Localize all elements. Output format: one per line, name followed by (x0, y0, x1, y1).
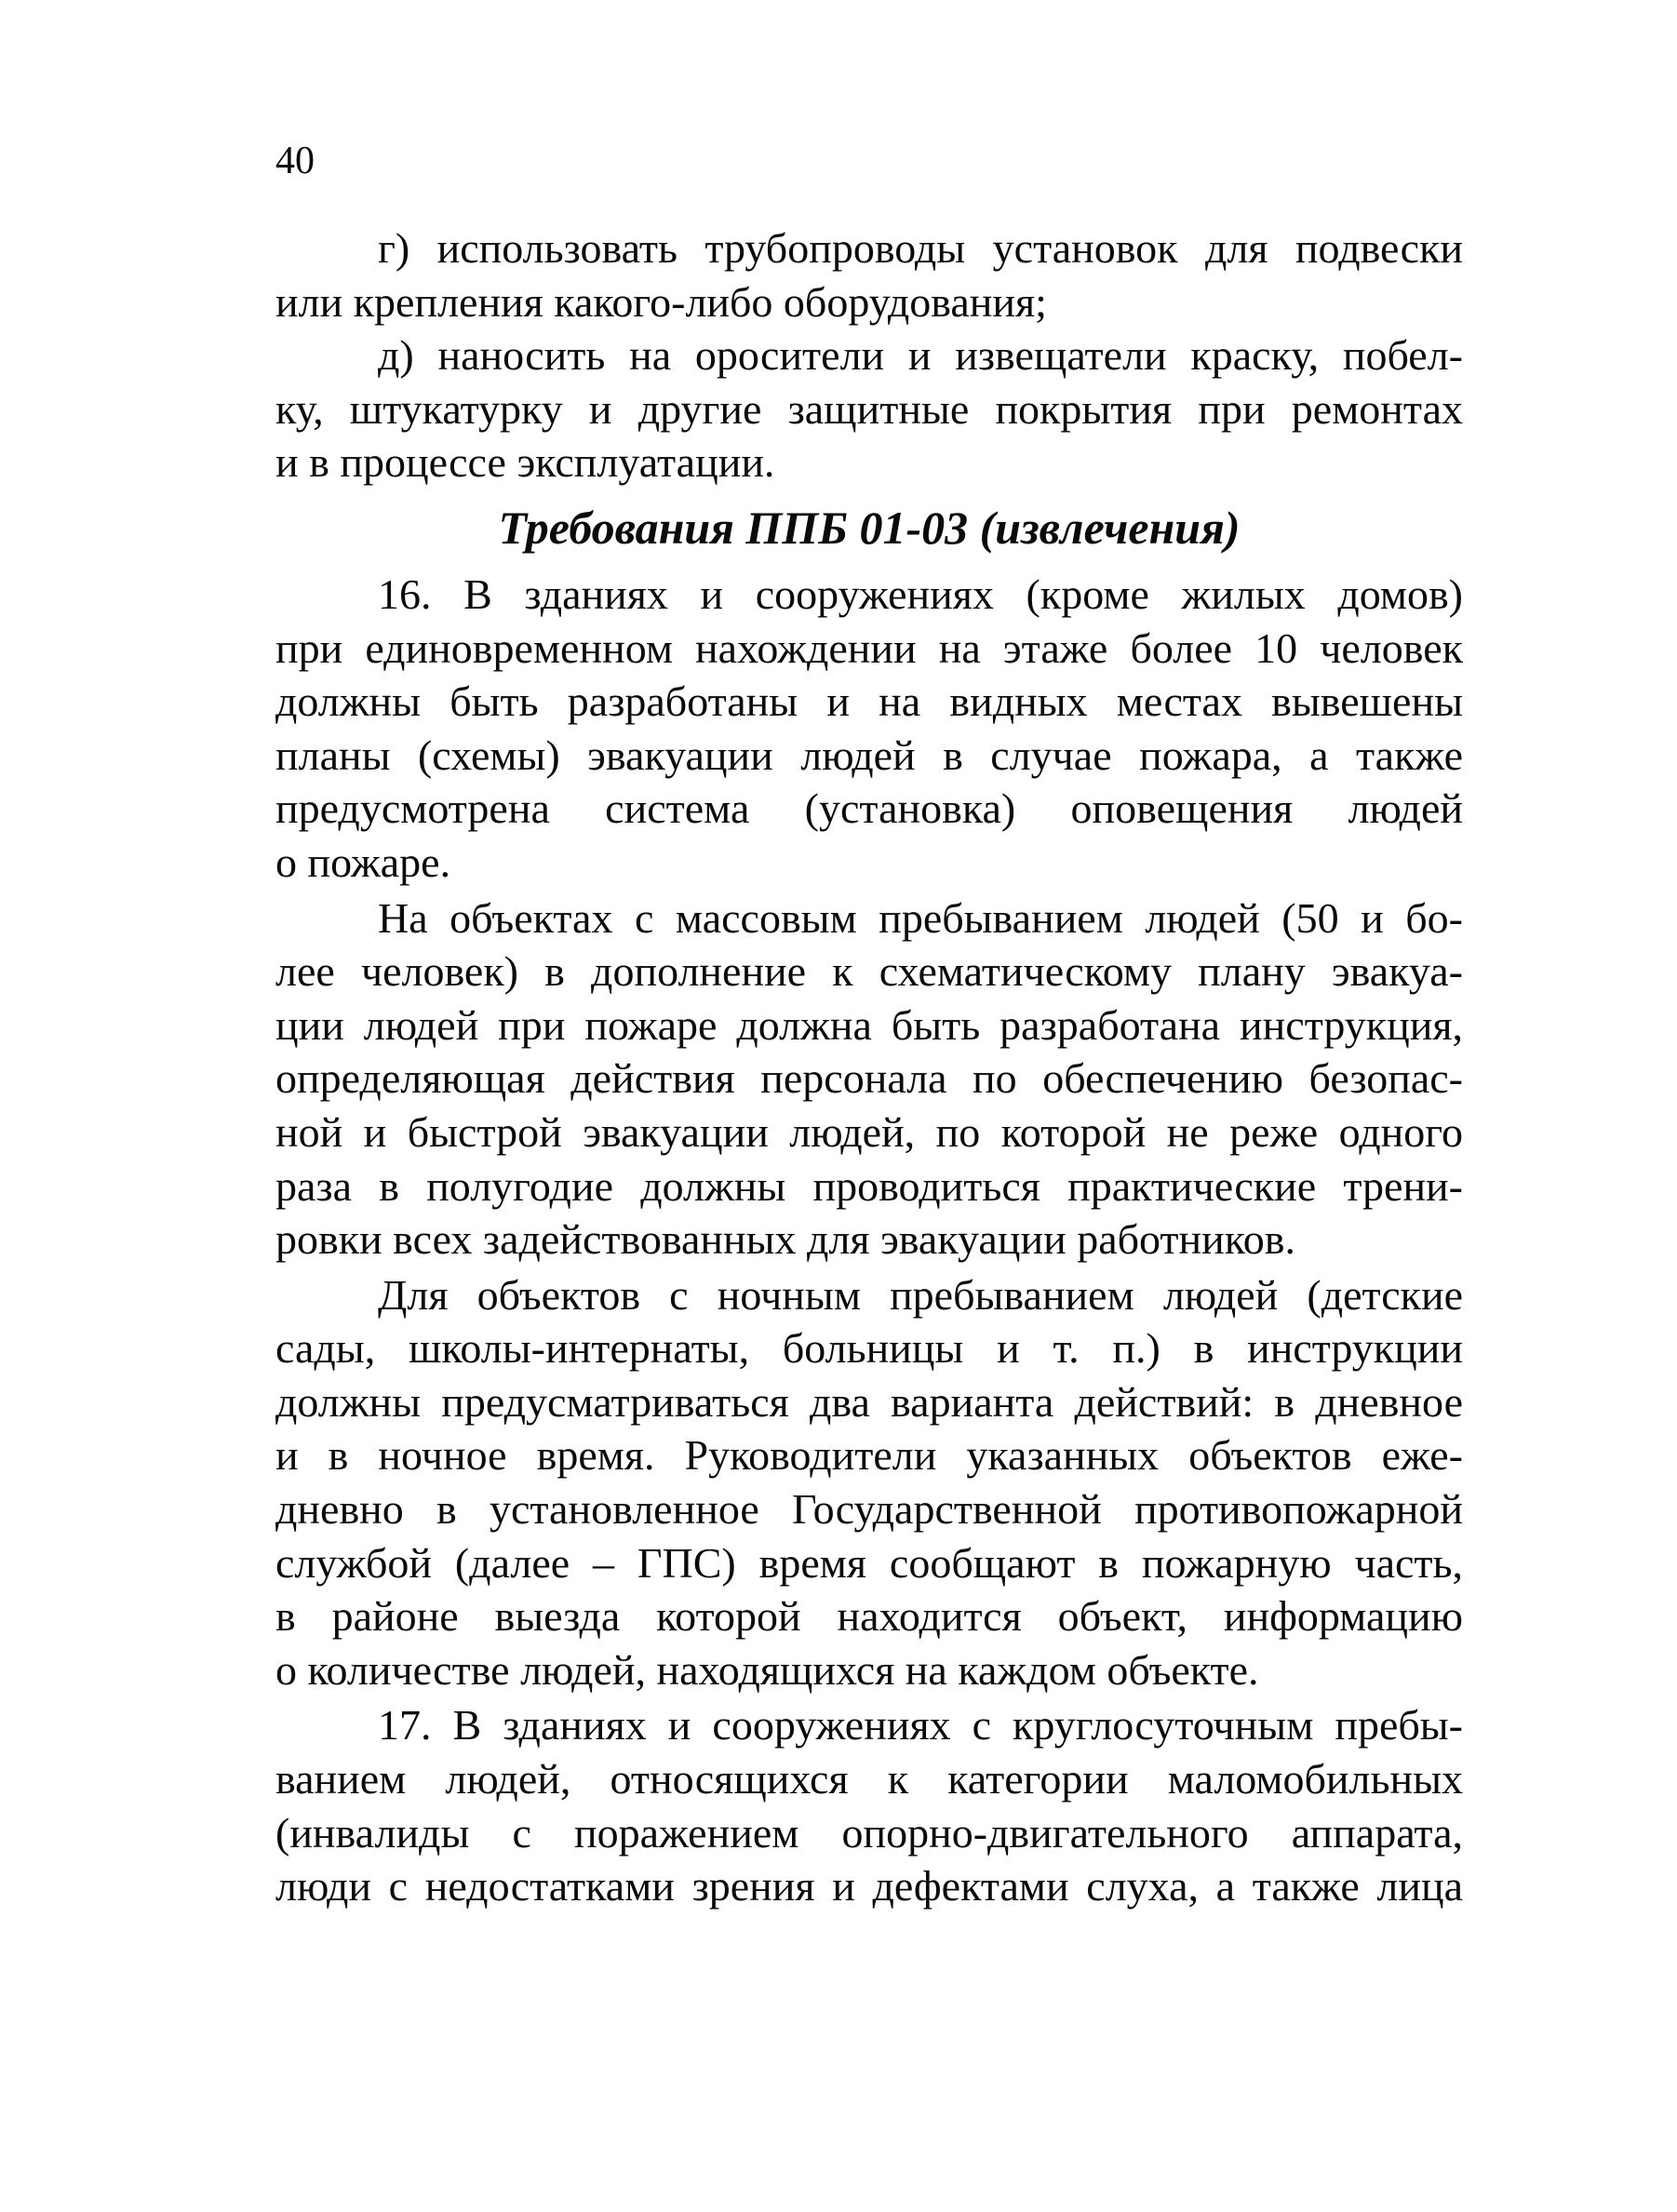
text-line: о пожаре. (275, 838, 451, 886)
text-line: лее человек) в дополнение к схематическому плану эвакуа- (275, 947, 1463, 996)
text-line: раза в полугодие должны проводиться практические трени- (275, 1161, 1463, 1210)
text-line: или крепления какого-либо оборудования; (275, 277, 1047, 326)
text-line: ванием людей, относящихся к категории маломобильных (275, 1755, 1463, 1803)
text-line: планы (схемы) эвакуации людей в случае пожара, а также (275, 731, 1463, 779)
text-line: о количестве людей, находящихся на каждом объекте. (275, 1645, 1259, 1694)
text-line: должны предусматриваться два варианта действий: в дневное (275, 1377, 1463, 1426)
text-line: (инвалиды с поражением опорно-двигательного аппарата, (275, 1808, 1463, 1857)
text-line: Для объектов с ночным пребыванием людей (детские (378, 1270, 1463, 1319)
page-number: 40 (275, 140, 315, 182)
text-line: дневно в установленное Государственной противопожарной (275, 1485, 1463, 1534)
paragraph-item-g (275, 221, 1463, 328)
paragraph-item-d (275, 328, 1463, 489)
text-line: 16. В зданиях и сооружениях (кроме жилых домов) (378, 570, 1463, 618)
paragraph-point-16 (275, 568, 1463, 890)
text-line: ку, штукатурку и другие защитные покрытия при ремонтах (275, 384, 1463, 433)
text-line: люди с недостатками зрения и дефектами слуха, а также лица (275, 1862, 1463, 1910)
text-line: в районе выезда которой находится объект, информацию (275, 1592, 1463, 1641)
text-line: На объектах с массовым пребыванием людей (50 и бо- (378, 893, 1463, 942)
text-line: и в ночное время. Руководители указанных объектов еже- (275, 1431, 1463, 1480)
text-line: 17. В зданиях и сооружениях с круглосуточным пребы- (378, 1701, 1463, 1749)
text-line: ции людей при пожаре должна быть разработана инструкция, (275, 1000, 1463, 1049)
text-line: при единовременном нахождении на этаже более 10 человек (275, 623, 1463, 672)
text-line: г) использовать трубопроводы установок для подвески (378, 224, 1463, 272)
text-line: должны быть разработаны и на видных местах вывешены (275, 677, 1463, 726)
paragraph-point-17 (275, 1698, 1463, 1912)
text-line: определяющая действия персонала по обеспечению безопас- (275, 1054, 1463, 1103)
text-line: сады, школы-интернаты, больницы и т. п.) в инструкции (275, 1324, 1463, 1373)
section-heading: Требования ППБ 01-03 (извлечения) (498, 501, 1241, 554)
text-line: ной и быстрой эвакуации людей, по которой не реже одного (275, 1107, 1463, 1156)
page-body (275, 221, 1463, 1913)
text-line: предусмотрена система (установка) оповещения людей (275, 784, 1463, 833)
text-line: д) наносить на оросители и извещатели краску, побел- (378, 331, 1463, 380)
text-line: службой (далее – ГПС) время сообщают в пожарную часть, (275, 1538, 1463, 1587)
paragraph-mass-stay (275, 892, 1463, 1267)
text-line: и в процессе эксплуатации. (275, 438, 775, 487)
text-line: ровки всех задействованных для эвакуации работников. (275, 1215, 1295, 1264)
paragraph-night-stay (275, 1268, 1463, 1697)
